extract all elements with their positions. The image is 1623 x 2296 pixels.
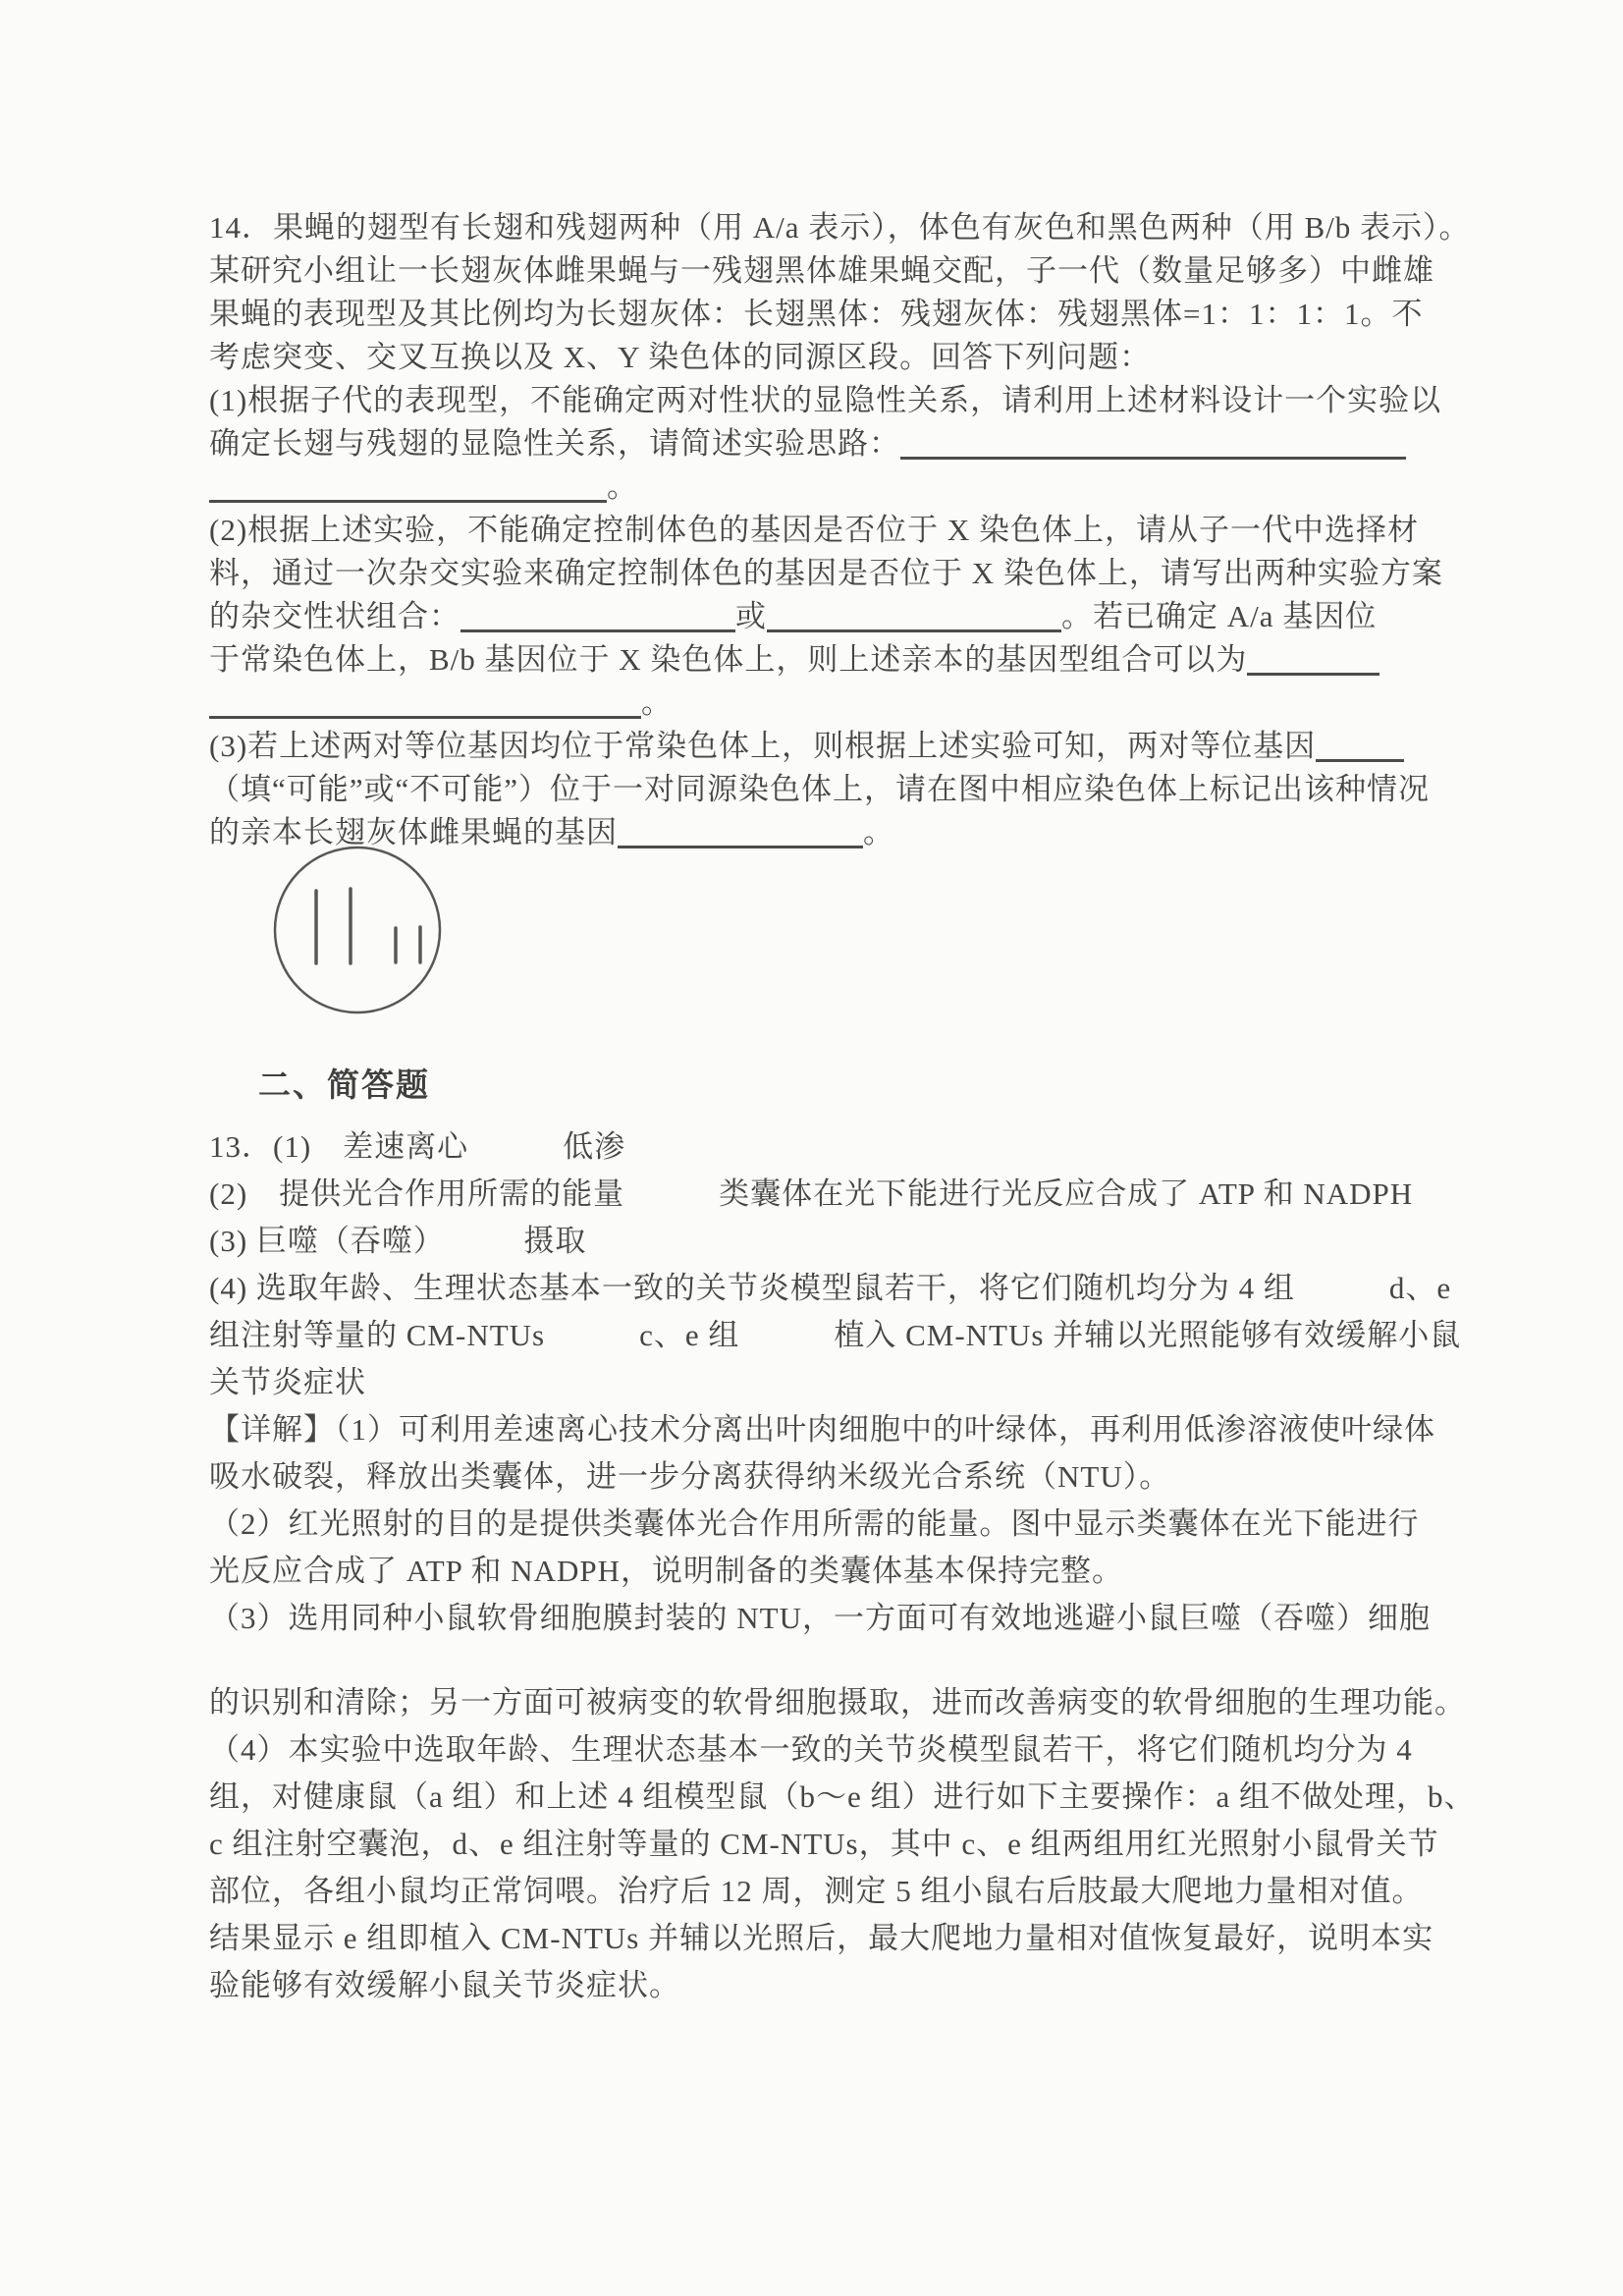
q14-line-13 <box>209 725 1456 768</box>
q14-line-9: 料，通过一次杂交实验来确定控制体色的基因是否位于 X 染色体上，请写出两种实验方案 <box>209 556 1443 590</box>
detail-line-4: 光反应合成了 ATP 和 NADPH，说明制备的类囊体基本保持完整。 <box>209 1554 1124 1588</box>
ans13-line-3: (3) 巨噬（吞噬） 摄取 <box>209 1224 587 1258</box>
q14-line-3: 果蝇的表现型及其比例均为长翅灰体：长翅黑体：残翅灰体：残翅黑体=1：1：1：1。不 <box>209 297 1424 331</box>
ans13-line-5: 组注射等量的 CM-NTUs c、e 组 植入 CM-NTUs 并辅以光照能够有效缓解小鼠 <box>209 1318 1462 1352</box>
cell-diagram <box>270 845 1456 1023</box>
q14-line-8: (2)根据上述实验，不能确定控制体色的基因是否位于 X 染色体上，请从子一代中选择材 <box>209 513 1420 547</box>
detail-line-10: 部位，各组小鼠均正常饲喂。治疗后 12 周，测定 5 组小鼠右后肢最大爬地力量相对值。 <box>209 1874 1424 1908</box>
q14-line-15-period: 。 <box>863 815 894 849</box>
detail-line-2: 吸水破裂，释放出类囊体，进一步分离获得纳米级光合系统（NTU）。 <box>209 1459 1171 1494</box>
fill-blank-5 <box>1316 732 1404 762</box>
detail-line-9: c 组注射空囊泡，d、e 组注射等量的 CM-NTUs，其中 c、e 组两组用红光照射小鼠骨关节 <box>209 1827 1439 1861</box>
q14-line-13-text: (3)若上述两对等位基因均位于常染色体上，则根据上述实验可知，两对等位基因 <box>209 729 1317 763</box>
page-content <box>209 206 1476 2009</box>
ans13-line-2: (2) 提供光合作用所需的能量 类囊体在光下能进行光反应合成了 ATP 和 NADPH <box>209 1176 1414 1211</box>
q14-line-14: （填“可能”或“不可能”）位于一对同源染色体上，请在图中相应染色体上标记出该种情况 <box>209 772 1431 806</box>
fill-blank-2 <box>460 602 735 632</box>
cell-membrane-circle <box>275 847 440 1012</box>
answer-13 <box>209 1123 1476 2009</box>
ans13-line-4: (4) 选取年龄、生理状态基本一致的关节炎模型鼠若干，将它们随机均分为 4 组 d、e <box>209 1271 1452 1305</box>
q14-line-10-text-a: 的杂交性状组合： <box>209 599 460 633</box>
q14-line-4: 考虑突变、交叉互换以及 X、Y 染色体的同源区段。回答下列问题： <box>209 340 1152 374</box>
q14-line-6 <box>209 422 1456 465</box>
q14-line-11-text: 于常染色体上，B/b 基因位于 X 染色体上，则上述亲本的基因型组合可以为 <box>209 642 1248 677</box>
fill-blank-4 <box>1247 645 1380 676</box>
detail-line-12: 验能够有效缓解小鼠关节炎症状。 <box>209 1968 680 2002</box>
q14-line-15-text: 的亲本长翅灰体雌果蝇的基因 <box>209 815 618 849</box>
q14-line-1: 14．果蝇的翅型有长翅和残翅两种（用 A/a 表示），体色有灰色和黑色两种（用 B/b 表示）。 <box>209 210 1471 245</box>
q14-line-10 <box>209 595 1456 638</box>
fill-blank-3 <box>767 602 1061 632</box>
q14-line-5: (1)根据子代的表现型，不能确定两对性状的显隐性关系，请利用上述材料设计一个实验以 <box>209 383 1442 417</box>
fill-blank-4-continued <box>209 688 641 719</box>
q14-line-2: 某研究小组让一长翅灰体雌果蝇与一残翅黑体雄果蝇交配，子一代（数量足够多）中雌雄 <box>209 253 1434 288</box>
fill-blank-1-continued <box>209 472 607 503</box>
cell-diagram-svg <box>270 845 449 1019</box>
q14-line-12-period: 。 <box>641 685 673 720</box>
q14-line-7 <box>209 465 1456 509</box>
section-2-heading: 二、简答题 <box>258 1068 430 1104</box>
detail-line-7: （4）本实验中选取年龄、生理状态基本一致的关节炎模型鼠若干，将它们随机均分为 4 <box>209 1732 1413 1767</box>
q14-line-11 <box>209 638 1456 682</box>
detail-line-5: （3）选用同种小鼠软骨细胞膜封装的 NTU，一方面可有效地逃避小鼠巨噬（吞噬）细胞 <box>209 1601 1431 1635</box>
q14-line-10-text-c: 。若已确定 A/a 基因位 <box>1061 599 1378 633</box>
detail-line-3: （2）红光照射的目的是提供类囊体光合作用所需的能量。图中显示类囊体在光下能进行 <box>209 1506 1420 1541</box>
detail-line-6: 的识别和清除；另一方面可被病变的软骨细胞摄取，进而改善病变的软骨细胞的生理功能。 <box>209 1685 1466 1720</box>
fill-blank-1 <box>900 429 1406 460</box>
q14-line-12 <box>209 682 1456 725</box>
detail-line-1: 【详解】（1）可利用差速离心技术分离出叶肉细胞中的叶绿体，再利用低渗溶液使叶绿体 <box>209 1412 1435 1447</box>
q14-line-7-period: 。 <box>607 469 638 504</box>
q14-line-10-text-b: 或 <box>735 599 767 633</box>
q14-line-6-text: 确定长翅与残翅的显隐性关系，请简述实验思路： <box>209 426 900 461</box>
question-14 <box>209 206 1471 1023</box>
fill-blank-6 <box>618 818 863 848</box>
ans13-line-1: 13．(1) 差速离心 低渗 <box>209 1129 626 1164</box>
detail-line-8: 组，对健康鼠（a 组）和上述 4 组模型鼠（b～e 组）进行如下主要操作：a 组不做处理，b、 <box>209 1779 1476 1814</box>
detail-line-11: 结果显示 e 组即植入 CM-NTUs 并辅以光照后，最大爬地力量相对值恢复最好，说明本实 <box>209 1921 1434 1955</box>
ans13-line-6: 关节炎症状 <box>209 1365 366 1399</box>
